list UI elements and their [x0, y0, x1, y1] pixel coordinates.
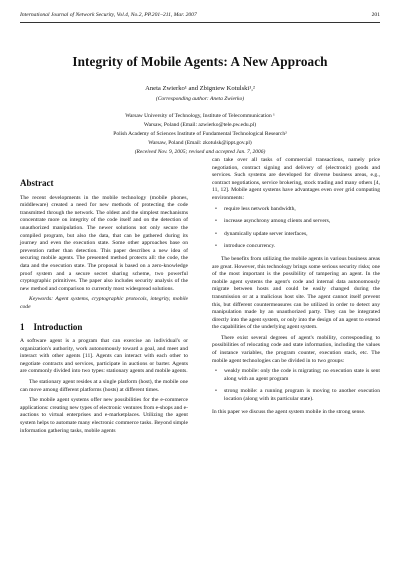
received-dates: (Received Nov. 9, 2005; revised and accepted Jan. 7, 2006): [134, 149, 266, 155]
body-paragraph-1: can take over all tasks of commercial transactions, namely price negotiation, contract signing and delivery of (electronic) goods and services. Such systems are developed for diverse business areas, e.g., contract negotiations, service brokering, stock trading and many others [4, 11, 12]. Mobile agent systems have advantages even over grid computing environments:: [212, 157, 380, 201]
keywords-text: Agent systems, cryptographic protocols, integrity, mobile code: [20, 296, 188, 310]
affiliation-2-email: Warsaw, Poland (Email: zkotulsk@ippt.gov.pl): [148, 140, 252, 146]
list-item: • dynamically update server interfaces,: [215, 230, 308, 237]
body-paragraph-3: There exist several degrees of agent's mobility, corresponding to possibilities of relocating code and state information, including the values of instance variables, the program counter, execution stack, etc. The mobile agent technologies can be divided in to two groups:: [212, 334, 380, 364]
running-head: [20, 12, 380, 22]
intro-paragraph-3: The mobile agent systems offer new possibilities for the e-commerce applications: creating new types of electronic ventures from e-shops and e-auctions to virtual enterprises and e-marketplaces. Utilizing the agent system helps to automate many electronic commerce tasks. Beyond simple information gathering tasks, mobile agents: [20, 397, 188, 434]
affiliation-1: Warsaw University of Technology, Institute of Telecommunication ¹: [125, 113, 275, 119]
list-item: • introduce concurrency.: [215, 243, 276, 250]
section-title: Introduction: [33, 321, 83, 332]
mobility-list: [212, 368, 380, 403]
affiliation-1-email: Warsaw, Poland (Email: azwierko@tele.pw.edu.pl): [143, 122, 257, 128]
author-list: Aneta Zwierko¹ and Zbigniew Kotulski¹,²: [145, 85, 255, 92]
page-number: 201: [371, 12, 380, 18]
bullet-icon: •: [215, 230, 217, 237]
corresponding-author: (Corresponding author: Aneta Zwierko): [155, 96, 245, 102]
list-item: • strong mobile: a running program is moving to another execution location (along with its particular state).: [215, 388, 380, 403]
body-paragraph-2: The benefits from utilizing the mobile agents in various business areas are great. However, this technology brings some serious security risks; one of the most important is the possibility of tampering an agent. In the mobile agent systems the agent's code and internal data autonomously migrate between hosts and could be easily changed during the transmission or at a malicious host site. The agent cannot itself prevent this, but different countermeasures can be utilized in order to detect any manipulation made by an unauthorized party. They can be integrated directly into the agent system, or only into the design of an agent to extend the capabilities of the underlying agent system.: [212, 255, 380, 331]
bullet-icon: •: [215, 218, 217, 225]
header-rule: [20, 22, 380, 23]
bullet-icon: •: [215, 368, 217, 375]
left-column: [20, 180, 188, 438]
intro-paragraph-1: A software agent is a program that can exercise an individual's or organization's authority, work autonomously toward a goal, and meet and interact with other agents [11]. Agents can interact with each other to negotiate contracts and services, participate in auctions or barter. Agents are commonly divided into two types: stationary agents and mobile agents.: [20, 338, 188, 375]
affiliations: [40, 95, 360, 157]
journal-citation: International Journal of Network Security, Vol.4, No.2, PP.201–211, Mar. 2007: [20, 12, 197, 18]
bullet-icon: •: [215, 388, 217, 395]
keywords: [20, 296, 188, 311]
paper-title: Integrity of Mobile Agents: A New Approach: [72, 54, 328, 69]
list-item: • increase asynchrony among clients and servers,: [215, 218, 331, 225]
bullet-icon: •: [215, 243, 217, 250]
abstract-heading: Abstract: [20, 178, 54, 188]
keywords-label: Keywords:: [29, 296, 54, 303]
section-number: 1: [20, 321, 25, 332]
intro-paragraph-2: The stationary agent resides at a single platform (host), the mobile one can move among different platforms (hosts) at different times.: [20, 379, 188, 393]
section-heading-introduction: [20, 321, 188, 332]
abstract-text: The recent developments in the mobile technology (mobile phones, middleware) created a need for new methods of protecting the code transmitted through the network. The oldest and the simplest mechanisms concentrate more on integrity of the code itself and on the detection of unauthorized manipulation. The newer solutions not only secure the compiled program, but also the data, that can be gathered during its journey and even the execution state. Some other approaches base on prevention rather than detection. This paper describes a new idea of securing mobile agents. The presented method protects all: the code, the data and the execution state. The proposal is based on a zero-knowledge proof system and a secure secret sharing scheme, two powerful cryptographic primitives. The paper also includes security analysis of the new method and comparison to currently most widespread solutions.: [20, 194, 188, 292]
right-column: [212, 157, 380, 419]
bullet-icon: •: [215, 205, 217, 212]
affiliation-2: Polish Academy of Sciences Institute of Fundamental Technological Research²: [113, 131, 287, 137]
list-item: • weakly mobile: only the code is migrating; no execution state is sent along with an agent program: [215, 368, 380, 382]
body-paragraph-4: In this paper we discuss the agent system mobile in the strong sense.: [212, 408, 366, 415]
advantages-list: [212, 206, 380, 251]
list-item: • require less network bandwidth,: [215, 205, 296, 212]
